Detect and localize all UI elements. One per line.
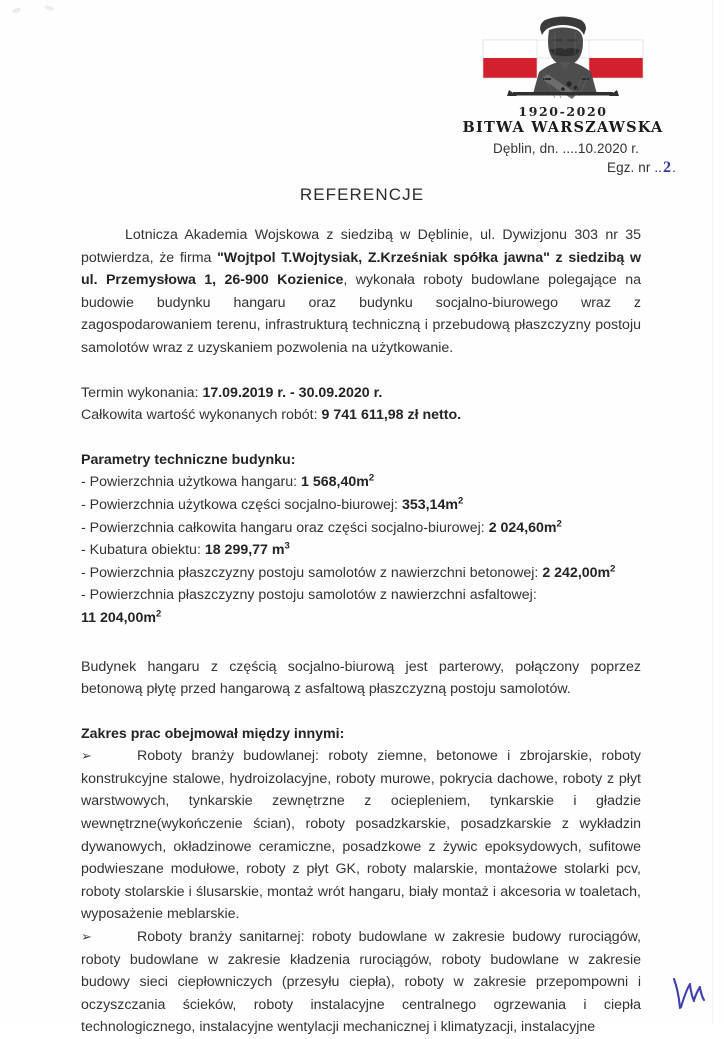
total-value-row bbox=[81, 404, 641, 427]
bitwa-warszawska-emblem bbox=[477, 12, 649, 104]
parameter-unit: 2 bbox=[457, 495, 464, 507]
signature bbox=[668, 975, 712, 1015]
scope-item-text: Roboty branży sanitarnej: roboty budowlane w zakresie budowy rurociągów, roboty budowlane w zakresie kładzenia rurociągów, roboty budowlane w zakresie budowy sieci ciepłowniczych (przesyłu ciepła), roboty w zakresie przepompowni i oczyszczania ścieków, roboty instalacyjne centralnego ogrzewania i ciepła technologicznego, instalacyjne wentylacji mechanicznej i klimatyzacji, instalacyjne bbox=[81, 929, 641, 1036]
intro-line1: Lotnicza Akademia Wojskowa z siedzibą w Dęblinie, ul. Dywizjonu 303 nr 35 potwierdza, że firma bbox=[81, 227, 641, 266]
parameter-item bbox=[81, 494, 641, 517]
parameter-label: - Powierzchnia płaszczyzny postoju samolotów z nawierzchni asfaltowej: bbox=[81, 587, 537, 604]
total-value-label: Całkowita wartość wykonanych robót: bbox=[81, 407, 322, 424]
parameter-item bbox=[81, 517, 641, 540]
parameter-unit: 2 bbox=[155, 608, 162, 620]
document-body bbox=[81, 224, 641, 1039]
scan-artifact bbox=[11, 7, 21, 15]
parameter-label: - Powierzchnia użytkowa części socjalno-biurowej: bbox=[81, 496, 402, 513]
total-value-value: 9 741 611,98 zł netto. bbox=[321, 407, 462, 424]
scan-artifact bbox=[44, 5, 55, 12]
scope-item-text: Roboty branży budowlanej: roboty ziemne, betonowe i zbrojarskie, roboty konstrukcyjne stalowe, hydroizolacyjne, roboty murowe, pokrycia dachowe, roboty z płyt warstwowych, tynkarskie zewnętrzne z ociepleniem, tynkarskie i gładzie wewnętrzne(wykończenie ścian), roboty posadzkarskie, posadzkarskie z wykładzin dywanowych, okładzinowe ceramiczne, posadzkowe z żywic epoksydowych, sufitowe podwieszane modułowe, roboty z płyt GK, roboty malarskie, montażowe stolarki pcv, roboty stolarskie i ślusarskie, montaż wrót hangaru, biały montaż i akcesoria w toaletach, wyposażenie meblarskie. bbox=[81, 748, 641, 923]
copy-number-suffix: . bbox=[672, 160, 676, 176]
parameter-unit: 2 bbox=[610, 562, 616, 574]
copy-number-line bbox=[438, 159, 688, 177]
document-header bbox=[438, 12, 688, 177]
scan-edge bbox=[712, 0, 713, 1024]
parameter-trailing-value bbox=[81, 607, 641, 630]
parameter-unit: 2 bbox=[368, 472, 375, 484]
handwritten-signature-icon bbox=[668, 975, 712, 1015]
parameter-item bbox=[81, 584, 641, 607]
deadline-label: Termin wykonania: bbox=[81, 384, 203, 401]
arrow-bullet-icon: ➢ bbox=[81, 748, 92, 764]
parameter-label: - Kubatura obiektu: bbox=[81, 542, 205, 559]
parameter-value: 1 568,40m bbox=[301, 474, 369, 491]
parameters-heading: Parametry techniczne budynku: bbox=[81, 451, 296, 468]
place-and-date: Dęblin, dn. ....10.2020 r. bbox=[493, 141, 639, 157]
intro-rest: , wykonała roboty budowlane polegające na budowie budynku hangaru oraz budynku socjalno-biurowego wraz z zagospodarowaniem terenu, infrastrukturą techniczną i przebudową płaszczyzny postoju samolotów wraz z uzyskaniem pozwolenia na użytkowanie. bbox=[81, 272, 641, 356]
parameter-label: - Powierzchnia użytkowa hangaru: bbox=[81, 474, 302, 491]
company-name: "Wojtpol T.Wojtysiak, Z.Krześniak spółka jawna" z siedzibą w ul. Przemysłowa 1, 26-900 Kozienice bbox=[81, 249, 642, 289]
parameter-item bbox=[81, 539, 641, 562]
scope-heading: Zakres prac obejmował między innymi: bbox=[81, 725, 345, 742]
parameter-value: 2 242,00m bbox=[542, 564, 611, 581]
arrow-bullet-icon: ➢ bbox=[81, 929, 92, 945]
parameter-unit: 3 bbox=[284, 540, 290, 552]
scope-item bbox=[81, 745, 641, 926]
page-title: REFERENCJE bbox=[299, 185, 425, 204]
parameter-label: - Powierzchnia całkowita hangaru oraz części socjalno-biurowej: bbox=[81, 519, 489, 536]
pilsudski-portrait-icon bbox=[477, 12, 649, 104]
copy-number-prefix: Egz. nr .. bbox=[607, 160, 663, 176]
emblem-title: BITWA WARSZAWSKA bbox=[462, 118, 664, 136]
parameter-unit: 2 bbox=[556, 517, 562, 529]
deadline-row bbox=[81, 382, 641, 405]
parameter-item bbox=[81, 471, 641, 494]
deadline-value: 17.09.2019 r. - 30.09.2020 r. bbox=[202, 384, 383, 401]
parameter-value: 18 299,77 m bbox=[204, 542, 285, 559]
intro-paragraph bbox=[81, 224, 641, 360]
description-paragraph: Budynek hangaru z częścią socjalno-biurową jest parterowy, połączony poprzez betonową płytę przed hangarową z asfaltową płaszczyzną postoju samolotów. bbox=[81, 658, 641, 698]
copy-number-value: 2 bbox=[663, 159, 672, 177]
parameter-label: - Powierzchnia płaszczyzny postoju samolotów z nawierzchni betonowej: bbox=[81, 564, 543, 581]
parameter-value: 11 204,00m bbox=[81, 609, 156, 626]
parameter-item bbox=[81, 562, 641, 585]
scope-item bbox=[81, 926, 641, 1039]
parameter-value: 353,14m bbox=[401, 496, 458, 513]
emblem-years: 1920-2020 bbox=[518, 104, 608, 119]
parameter-value: 2 024,60m bbox=[488, 519, 557, 536]
